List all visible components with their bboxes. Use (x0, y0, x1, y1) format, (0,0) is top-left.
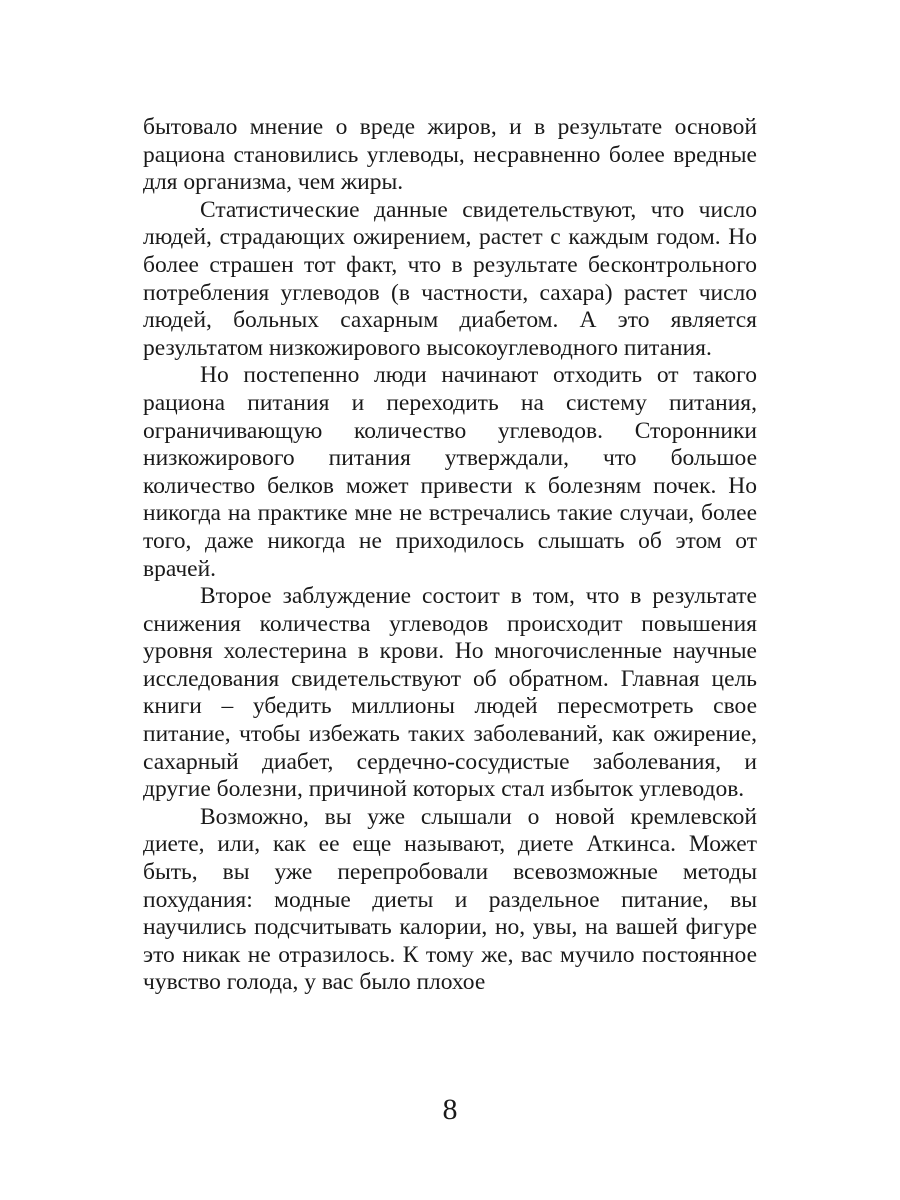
paragraph-second-misconception: Второе заблуждение состоит в том, что в результате снижения количества углеводов происходит повышения уровня холестерина в крови. Но многочисленные научные исследования свидетельствуют об обратном. Главная цель книги – убедить миллионы людей пересмотреть свое питание, чтобы избежать таких заболеваний, как ожирение, сахарный диабет, сердечно-сосудистые заболевания, и другие болезни, причиной которых стал избыток углеводов. (143, 583, 757, 803)
paragraph-statistics: Статистические данные свидетельствуют, что число людей, страдающих ожирением, растет с каждым годом. Но более страшен тот факт, что в результате бесконтрольного потребления углеводов (в частности, сахара) растет число людей, больных сахарным диабетом. А это является результатом низкожирового высокоуглеводного питания. (143, 196, 757, 361)
page-body (143, 114, 757, 997)
paragraph-diet-shift: Но постепенно люди начинают отходить от такого рациона питания и переходить на систему питания, ограничивающую количество углеводов. Сторонники низкожирового питания утверждали, что большое количество белков может привести к болезням почек. Но никогда на практике мне не встречались такие случаи, более того, даже никогда не приходилось слышать об этом от врачей. (143, 362, 757, 582)
paragraph-atkins-diet: Возможно, вы уже слышали о новой кремлевской диете, или, как ее еще называют, диете Аткинса. Может быть, вы уже перепробовали всевозможные методы похудания: модные диеты и раздельное питание, вы научились подсчитывать калории, но, увы, на вашей фигуре это никак не отразилось. К тому же, вас мучило постоянное чувство голода, у вас было плохое (143, 803, 757, 996)
paragraph-continuation: бытовало мнение о вреде жиров, и в результате основой рациона становились углеводы, несравненно более вредные для организма, чем жиры. (143, 114, 757, 196)
page-number: 8 (442, 1093, 458, 1126)
